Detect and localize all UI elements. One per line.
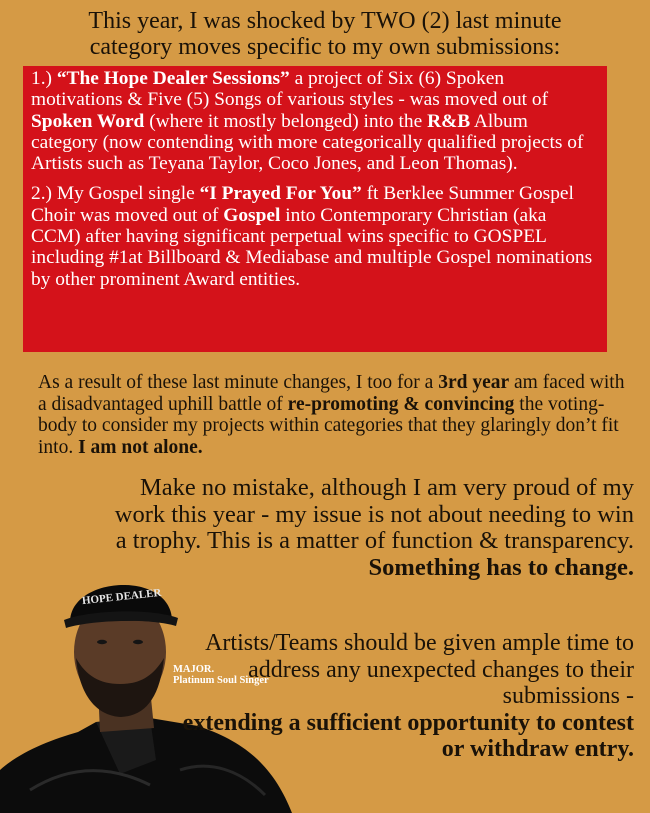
item-1-text-a: a project of Six (6) Spoken motivations & Five (5) Songs of various styles - was moved out of	[31, 68, 549, 111]
intro-line-2: category moves specific to my own submissions:	[89, 34, 561, 60]
result-text-c: the voting-body to consider my projects within categories that they glaringly don’t fit into.	[38, 393, 619, 458]
result-text-a: As a result of these last minute changes, I too for a	[38, 372, 439, 393]
item-2-text-a: 2.) My Gospel single	[31, 183, 200, 205]
result-text-b: am faced with a disadvantaged uphill battle of	[38, 372, 625, 415]
item-1-text-b: (where it mostly belonged) into the	[144, 110, 428, 132]
item-2-text-b: ft Berklee Summer Gospel Choir was moved out of	[31, 183, 574, 226]
result-bold-c: I am not alone.	[78, 436, 203, 458]
mistake-strong: Something has to change.	[368, 553, 634, 581]
item-2-text-c: into Contemporary Christian (aka CCM) after having significant perpetual wins specific to GOSPEL including #1at Billboard & Mediabase and multiple Gospel nominations by other prominent Award entities.	[31, 204, 593, 290]
cap-logo-text: HOPE DEALER	[81, 586, 162, 608]
artists-strong: extending a sufficient opportunity to contest or withdraw entry.	[182, 709, 634, 762]
item-1	[31, 68, 599, 174]
category-moves-box	[23, 66, 607, 352]
artist-name: MAJOR.	[173, 664, 215, 675]
item-1-text-c: Album category (now contending with more categorically qualified projects of Artists such as Teyana Taylor, Coco Jones, and Leon Thomas).	[31, 110, 584, 175]
item-1-title: “The Hope Dealer Sessions”	[56, 68, 290, 89]
item-1-to-category: R&B	[427, 110, 471, 132]
result-paragraph	[38, 372, 628, 458]
item-2-title: “I Prayed For You”	[199, 183, 362, 205]
item-1-number: 1.)	[31, 68, 57, 89]
item-1-from-category: Spoken Word	[31, 110, 145, 132]
mistake-text: Make no mistake, although I am very proud of my work this year - my issue is not about needing to win a trophy. This is a matter of function & transparency.	[114, 474, 634, 555]
item-2	[31, 183, 599, 289]
intro-heading	[0, 8, 650, 60]
result-bold-a: 3rd year	[438, 372, 510, 393]
artists-text: Artists/Teams should be given ample time to address any unexpected changes to their submissions -	[205, 630, 634, 709]
intro-line-1: This year, I was shocked by TWO (2) last minute	[88, 8, 562, 34]
item-2-from-category: Gospel	[223, 204, 281, 226]
artist-title: Platinum Soul Singer	[173, 675, 269, 686]
artists-paragraph	[164, 630, 634, 763]
result-bold-b: re-promoting & convincing	[287, 393, 515, 415]
